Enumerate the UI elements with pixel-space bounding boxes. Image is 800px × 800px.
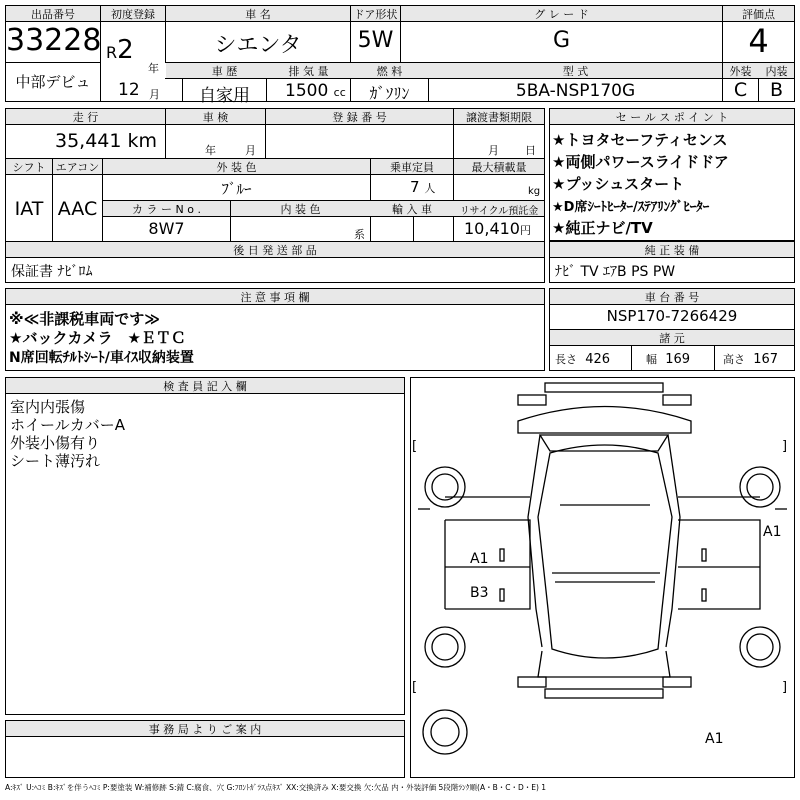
fuel-value: ｶﾞｿﾘﾝ [369, 84, 410, 103]
door-value: 5W [357, 28, 394, 53]
reg-era: R2 [106, 35, 134, 65]
int-label: 内装 [765, 65, 788, 78]
inspector-line: ホイールカバーA [10, 416, 125, 434]
ac-value: AAC [57, 198, 98, 220]
debut-label: 中部デビュ [15, 73, 91, 91]
notes-label: 注 意 事 項 欄 [240, 291, 310, 304]
damage-mark: A1 [763, 524, 782, 540]
car-name: シエンタ [214, 33, 302, 58]
color-value: ﾌﾞﾙｰ [221, 180, 252, 198]
reg-month-unit: 月 [149, 88, 160, 101]
sales-point: ★トヨタセーフティセンス [552, 131, 728, 149]
inspection-month-unit: 月 [245, 144, 256, 157]
model-value: 5BA-NSP170G [515, 81, 636, 101]
intcolor-unit: 系 [354, 228, 365, 241]
equip-label: 純 正 装 備 [644, 244, 700, 257]
dim-length: 長さ 426 [555, 352, 611, 367]
reg-month: 12 [118, 80, 140, 100]
fuel-label: 燃 料 [376, 65, 403, 78]
inspector-label: 検 査 員 記 入 欄 [163, 380, 247, 393]
sales-point: ★純正ナビ/TV [552, 219, 653, 237]
mileage-value: 35,441 km [55, 130, 158, 152]
transfer-day-unit: 日 [525, 144, 536, 157]
lot-label: 出品番号 [31, 8, 75, 21]
reg-year-unit: 年 [148, 62, 159, 75]
inspector-line: 室内内張傷 [10, 398, 86, 416]
sales-point: ★D席ｼｰﾄﾋｰﾀｰ/ｽﾃｱﾘﾝｸﾞﾋｰﾀｰ [552, 200, 710, 215]
damage-mark: A1 [705, 731, 724, 747]
ac-label: エアコン [55, 161, 100, 174]
recycle-value: 10,410円 [464, 219, 531, 238]
displacement-value: 1500 cc [285, 81, 346, 101]
dim-height: 高さ 167 [723, 352, 779, 367]
bracket: [ [412, 439, 418, 454]
shift-value: IAT [14, 198, 44, 220]
transfer-label: 譲渡書類期限 [466, 111, 532, 124]
displacement-label: 排 気 量 [288, 65, 329, 78]
dim-width: 幅 169 [646, 352, 691, 367]
notes-line: ★バックカメラ ★ＥＴＣ [9, 329, 186, 347]
recycle-label: リサイクル預託金 [459, 206, 539, 217]
car-outline-icon [410, 377, 795, 778]
history-value: 自家用 [199, 86, 250, 106]
reg-label: 初度登録 [111, 8, 155, 21]
notes-line: N席回転ﾁﾙﾄｼｰﾄ/車ｲｽ収納装置 [9, 350, 194, 366]
load-label: 最大積載量 [471, 161, 527, 174]
intcolor-label: 内 装 色 [280, 203, 321, 216]
damage-mark: B3 [470, 585, 489, 601]
name-label: 車 名 [245, 8, 271, 21]
later-label: 後 日 発 送 部 品 [233, 244, 317, 257]
load-unit: kg [528, 186, 541, 197]
score-value: 4 [748, 22, 769, 60]
colorno-value: 8W7 [148, 219, 185, 238]
equip-value: ﾅﾋﾞ TV ｴｱB PS PW [555, 264, 676, 280]
shift-label: シフト [12, 161, 46, 174]
mileage-label: 走 行 [72, 111, 99, 124]
transfer-month-unit: 月 [488, 144, 499, 157]
notes-line: ※≪非課税車両です≫ [9, 310, 160, 328]
score-label: 評価点 [742, 8, 775, 21]
inspector-line: シート薄汚れ [10, 452, 101, 470]
office-label: 事 務 局 よ り ご 案 内 [148, 723, 262, 736]
lot-number: 33228 [6, 23, 102, 58]
color-label: 外 装 色 [216, 161, 257, 174]
sales-point: ★両側パワースライドドア [552, 153, 729, 171]
bracket: ] [782, 680, 788, 695]
bracket: ] [782, 439, 788, 454]
colorno-label: カ ラ ー N o . [132, 203, 201, 216]
history-label: 車 歴 [211, 65, 238, 78]
capacity-label: 乗車定員 [390, 161, 434, 174]
later-value: 保証書 ﾅﾋﾞﾛﾑ [11, 264, 93, 280]
chassis-label: 車 台 番 号 [644, 291, 700, 304]
inspection-label: 車 検 [202, 111, 229, 124]
inspector-line: 外装小傷有り [10, 434, 101, 452]
bracket: [ [412, 680, 418, 695]
legend: A:ｷｽﾞ U:ﾍｺﾐ B:ｷｽﾞを伴うﾍｺﾐ P:要塗装 W:補修跡 S:錆 C:腐食、穴 G:ﾌﾛﾝﾄｶﾞﾗｽ点ｷｽﾞ XX:交換済み X:要交換 欠:欠品 内・外装評価 5段階ﾗﾝｸ順(A・B・C・D・E) 1 [5, 783, 547, 792]
sales-label: セ ー ル ス ポ イ ン ト [615, 111, 729, 124]
import-label: 輸 入 車 [392, 203, 432, 216]
inspection-year-unit: 年 [205, 144, 216, 157]
door-label: ドア形状 [353, 8, 398, 21]
damage-mark: A1 [470, 551, 489, 567]
model-label: 型 式 [562, 65, 589, 78]
chassis-number: NSP170-7266429 [606, 307, 738, 325]
sales-point: ★プッシュスタート [552, 175, 685, 193]
grade-value: G [552, 28, 571, 53]
plate-label: 登 録 番 号 [332, 111, 387, 124]
int-grade: B [769, 79, 784, 101]
capacity-value: 7 人 [410, 178, 436, 196]
ext-label: 外装 [729, 65, 752, 78]
dims-label: 諸 元 [659, 332, 685, 345]
ext-grade: C [733, 79, 748, 101]
grade-label: グ レ ー ド [534, 8, 589, 21]
